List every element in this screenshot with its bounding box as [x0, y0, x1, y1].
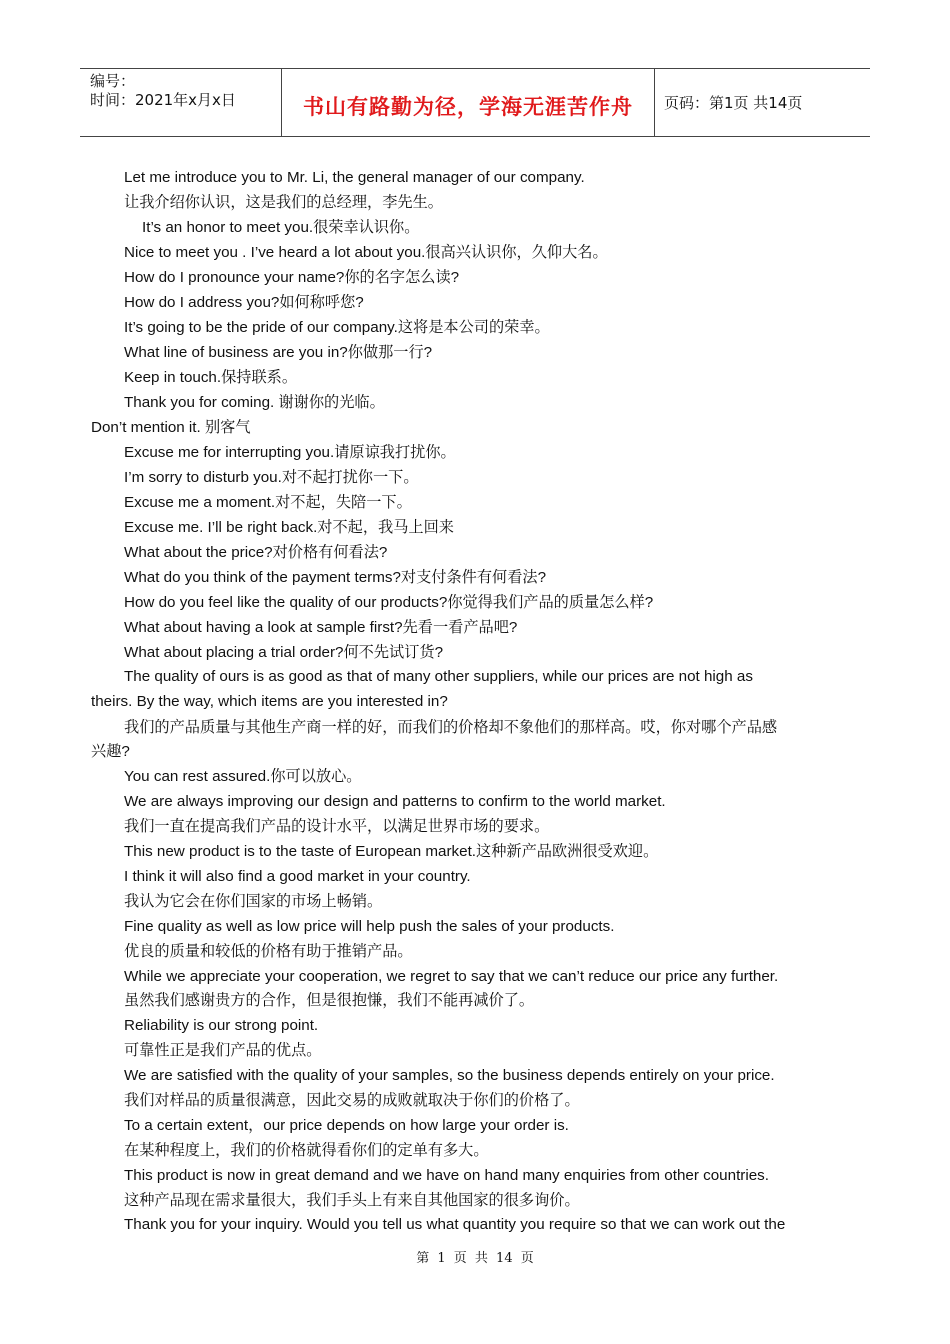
text-line: While we appreciate your cooperation, we regret to say that we can’t reduce our price any further.: [124, 968, 779, 985]
text-line: Keep in touch.保持联系。: [124, 369, 298, 386]
document-number-label: 编号：: [90, 72, 136, 90]
text-line: 可靠性正是我们产品的优点。: [124, 1042, 322, 1059]
text-line: What about having a look at sample first?先看一看产品吧?: [124, 619, 518, 636]
text-line: 这种产品现在需求量很大，我们手头上有来自其他国家的很多询价。: [124, 1192, 580, 1209]
text-line: How do you feel like the quality of our products?你觉得我们产品的质量怎么样?: [124, 594, 654, 611]
header-motto-cell: [281, 69, 655, 136]
text-line: Nice to meet you . I’ve heard a lot about you.很高兴认识你，久仰大名。: [124, 244, 608, 261]
text-line: How do I pronounce your name?你的名字怎么读?: [124, 269, 460, 286]
text-line: To a certain extent，our price depends on how large your order is.: [124, 1117, 569, 1134]
text-line: It’s going to be the pride of our company.这将是本公司的荣幸。: [124, 319, 550, 336]
page-footer: 第 1 页 共 14 页: [416, 1251, 534, 1266]
text-line: Don’t mention it. 别客气: [91, 419, 251, 436]
text-line: 我认为它会在你们国家的市场上畅销。: [124, 893, 383, 910]
text-line: Fine quality as well as low price will help push the sales of your products.: [124, 918, 615, 935]
header-page-cell: [654, 69, 870, 136]
text-line: This product is now in great demand and we have on hand many enquiries from other countries.: [124, 1167, 769, 1184]
text-line: I think it will also find a good market in your country.: [124, 868, 471, 885]
text-line: What do you think of the payment terms?对支付条件有何看法?: [124, 569, 547, 586]
text-line: I’m sorry to disturb you.对不起打扰你一下。: [124, 469, 419, 486]
text-line: 虽然我们感谢贵方的合作，但是很抱慊，我们不能再减价了。: [124, 992, 535, 1009]
text-line: The quality of ours is as good as that of many other suppliers, while our prices are not high as: [124, 668, 753, 685]
text-line: We are always improving our design and patterns to confirm to the world market.: [124, 793, 666, 810]
text-line: You can rest assured.你可以放心。: [124, 768, 362, 785]
text-line: Excuse me a moment.对不起，失陪一下。: [124, 494, 412, 511]
text-line: 我们一直在提高我们产品的设计水平，以满足世界市场的要求。: [124, 818, 550, 835]
text-line: What about the price?对价格有何看法?: [124, 544, 388, 561]
text-line: What about placing a trial order?何不先试订货?: [124, 644, 444, 661]
text-line: 在某种程度上，我们的价格就得看你们的定单有多大。: [124, 1142, 489, 1159]
text-line: Thank you for coming. 谢谢你的光临。: [124, 394, 385, 411]
document-date-label: 时间：2021年x月x日: [90, 91, 236, 109]
text-line: 我们对样品的质量很满意，因此交易的成败就取决于你们的价格了。: [124, 1092, 580, 1109]
text-line: 让我介绍你认识，这是我们的总经理，李先生。: [124, 194, 443, 211]
text-line: Excuse me for interrupting you.请原谅我打扰你。: [124, 444, 456, 461]
text-line: Let me introduce you to Mr. Li, the general manager of our company.: [124, 169, 585, 186]
text-line: 优良的质量和较低的价格有助于推销产品。: [124, 943, 413, 960]
text-line: theirs. By the way, which items are you interested in?: [91, 693, 448, 710]
page-number-label: 页码：第1页 共14页: [664, 94, 803, 112]
text-line: Excuse me. I’ll be right back.对不起，我马上回来: [124, 519, 454, 536]
text-line: 兴趣?: [91, 743, 130, 760]
text-line: 我们的产品质量与其他生产商一样的好，而我们的价格却不象他们的那样高。哎，你对哪个产品感: [124, 719, 778, 736]
motto-title: 书山有路勤为径，学海无涯苦作舟: [303, 95, 633, 119]
text-line: We are satisfied with the quality of your samples, so the business depends entirely on your price.: [124, 1067, 775, 1084]
text-line: This new product is to the taste of European market.这种新产品欧洲很受欢迎。: [124, 843, 659, 860]
text-line: Thank you for your inquiry. Would you tell us what quantity you require so that we can work out the: [124, 1216, 786, 1233]
text-line: It’s an honor to meet you.很荣幸认识你。: [142, 219, 420, 236]
text-line: How do I address you?如何称呼您?: [124, 294, 364, 311]
page-header: [80, 68, 870, 137]
header-meta-cell: [80, 69, 281, 136]
text-line: What line of business are you in?你做那一行?: [124, 344, 433, 361]
text-line: Reliability is our strong point.: [124, 1017, 319, 1034]
